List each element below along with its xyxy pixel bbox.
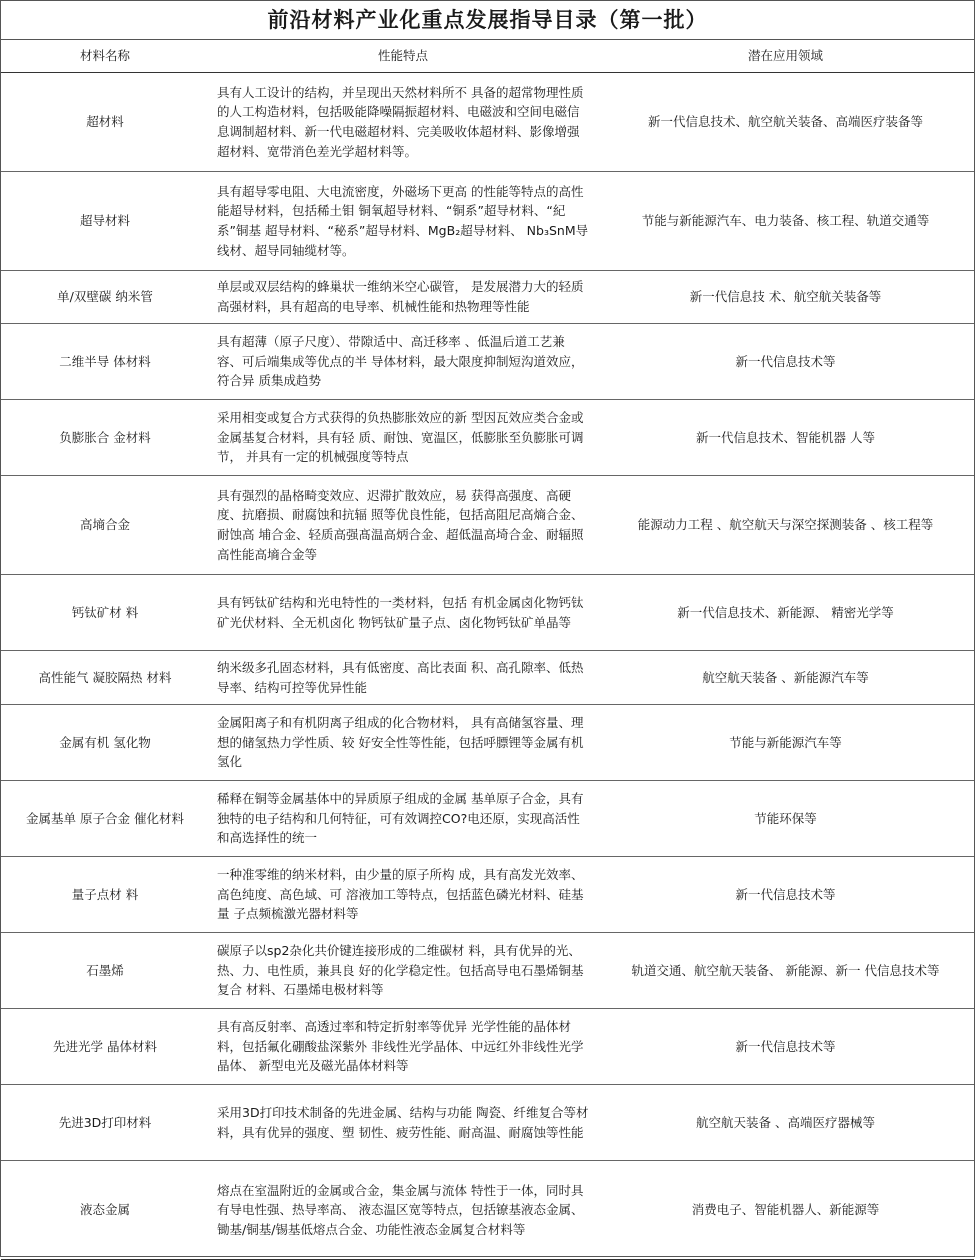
material-name: 高性能气 凝胶隔热 材料	[1, 651, 209, 705]
table-row	[1, 172, 974, 271]
material-name: 先进光学 晶体材料	[1, 1009, 209, 1085]
table-row	[1, 476, 974, 575]
material-name: 金属基单 原子合金 催化材料	[1, 781, 209, 857]
table-row	[1, 1161, 974, 1260]
column-header-features: 性能特点	[209, 40, 597, 73]
table-header-row	[1, 40, 974, 73]
material-features: 单层或双层结构的蜂巢状一维纳米空心碳管， 是发展潜力大的轻质高强材料，具有超高的电导率、机械性能和热物理等性能	[209, 271, 597, 324]
table-row	[1, 73, 974, 172]
material-features: 纳米级多孔固态材料，具有低密度、高比表面 积、高孔隙率、低热导率、结构可控等优异性能	[209, 651, 597, 705]
material-features: 具有超薄（原子尺度）、带隙适中、高迁移率 、低温后道工艺兼容、可后端集成等优点的半 导体材料，最大限度抑制短沟道效应，符合异 质集成趋势	[209, 324, 597, 400]
table-row	[1, 781, 974, 857]
table-row	[1, 271, 974, 324]
material-features: 具有高反射率、高透过率和特定折射率等优异 光学性能的晶体材料，包括氟化硼酸盐深紫外 非线性光学晶体、中远红外非线性光学晶体、 新型电光及磁光晶体材料等	[209, 1009, 597, 1085]
material-applications: 轨道交通、航空航天装备、 新能源、新一 代信息技术等	[597, 933, 974, 1009]
material-applications: 新一代信息技术、新能源、 精密光学等	[597, 575, 974, 651]
material-applications: 新一代信息技术等	[597, 1009, 974, 1085]
table-row	[1, 1009, 974, 1085]
material-features: 具有超导零电阻、大电流密度，外磁场下更高 的性能等特点的高性能超导材料，包括稀土钼 铜氧超导材料、“铜系”超导材料、“紀系”铜基 超导材料、“秘系”超导材料、MgB₂超导材料、 Nb₃SnM导线材、超导同轴缆材等。	[209, 172, 597, 271]
table-row	[1, 651, 974, 705]
material-features: 一种准零维的纳米材料，由少量的原子所构 成，具有高发光效率、高色纯度、高色域、可 溶液加工等特点，包括蓝色磷光材料、硅基量 子点频梳激光器材料等	[209, 857, 597, 933]
material-features: 具有钙钛矿结构和光电特性的一类材料，包括 有机金属卤化物钙钛矿光伏材料、全无机卤化 物钙钛矿量子点、卤化物钙钛矿单晶等	[209, 575, 597, 651]
column-header-material-name: 材料名称	[1, 40, 209, 73]
material-applications: 新一代信息技术、航空航关装备、高端医疗装备等	[597, 73, 974, 172]
material-applications: 新一代信息技术等	[597, 857, 974, 933]
material-applications: 新一代信息技 术、航空航关装备等	[597, 271, 974, 324]
material-applications: 消费电子、智能机器人、新能源等	[597, 1161, 974, 1260]
material-features: 碳原子以sp2杂化共价键连接形成的二维碳材 料，具有优异的光、热、力、电性质，兼具良 好的化学稳定性。包括高导电石墨烯铜基复合 材料、石墨烯电极材料等	[209, 933, 597, 1009]
material-name: 石墨烯	[1, 933, 209, 1009]
material-applications: 节能与新能源汽车、电力装备、核工程、轨道交通等	[597, 172, 974, 271]
material-name: 超材料	[1, 73, 209, 172]
material-name: 超导材料	[1, 172, 209, 271]
material-applications: 新一代信息技术、智能机器 人等	[597, 400, 974, 476]
table-row	[1, 933, 974, 1009]
materials-table	[1, 40, 974, 1260]
material-features: 具有人工设计的结构，并呈现出天然材料所不 具备的超常物理性质的人工构造材料，包括吸能降噪隔振超材料、电磁波和空间电磁信息调制超材料、新一代电磁超材料、完美吸收体超材料、影像增强超材料、宽带消色差光学超材料等。	[209, 73, 597, 172]
material-features: 熔点在室温附近的金属或合金，集金属与流体 特性于一体，同时具有导电性强、热导率高、 液态温区宽等特点，包括镣基液态金属、锄基/铜基/锡基低熔点合金、功能性液态金属复合材料等	[209, 1161, 597, 1260]
material-name: 单/双壁碳 纳米管	[1, 271, 209, 324]
material-name: 先进3D打印材料	[1, 1085, 209, 1161]
material-applications: 航空航天装备 、高端医疗器械等	[597, 1085, 974, 1161]
table-row	[1, 324, 974, 400]
material-features: 采用相变或复合方式获得的负热膨胀效应的新 型因瓦效应类合金或金属基复合材料，具有轻 质、耐蚀、宽温区，低膨胀至负膨胀可调节， 并具有一定的机械强度等特点	[209, 400, 597, 476]
table-row	[1, 1085, 974, 1161]
column-header-applications: 潜在应用领域	[597, 40, 974, 73]
page-title: 前沿材料产业化重点发展指导目录（第一批）	[1, 1, 974, 40]
table-row	[1, 575, 974, 651]
material-name: 金属有机 氢化物	[1, 705, 209, 781]
material-name: 量子点材 料	[1, 857, 209, 933]
material-features: 采用3D打印技术制备的先进金属、结构与功能 陶瓷、纤维复合等材料，具有优异的强度、塑 韧性、疲劳性能、耐高温、耐腐蚀等性能	[209, 1085, 597, 1161]
material-applications: 新一代信息技术等	[597, 324, 974, 400]
material-features: 金属阳离子和有机阴离子组成的化合物材料， 具有高储氢容量、理想的储氢热力学性质、较 好安全性等性能，包括呼膘锂等金属有机氢化	[209, 705, 597, 781]
material-name: 钙钛矿材 料	[1, 575, 209, 651]
material-applications: 节能与新能源汽车等	[597, 705, 974, 781]
material-applications: 节能环保等	[597, 781, 974, 857]
table-row	[1, 705, 974, 781]
material-name: 负膨胀合 金材料	[1, 400, 209, 476]
material-applications: 航空航天装备 、新能源汽车等	[597, 651, 974, 705]
material-name: 高墒合金	[1, 476, 209, 575]
material-name: 二维半导 体材料	[1, 324, 209, 400]
material-applications: 能源动力工程 、航空航天与深空探测装备 、核工程等	[597, 476, 974, 575]
material-features: 具有强烈的晶格畸变效应、迟滞扩散效应，易 获得高强度、高硬度、抗磨损、耐腐蚀和抗辐 照等优良性能，包括高阻尼高熵合金、耐蚀高 埔合金、轻质高强髙温高炳合金、超低温高埼合金、耐辐照高性能高墒合金等	[209, 476, 597, 575]
material-name: 液态金属	[1, 1161, 209, 1260]
table-row	[1, 400, 974, 476]
table-row	[1, 857, 974, 933]
material-features: 稀释在铜等金属基体中的异质原子组成的金属 基单原子合金，具有独特的电子结构和几何特征，可有效调控CO?电还原，实现高活性和高选择性的统一	[209, 781, 597, 857]
